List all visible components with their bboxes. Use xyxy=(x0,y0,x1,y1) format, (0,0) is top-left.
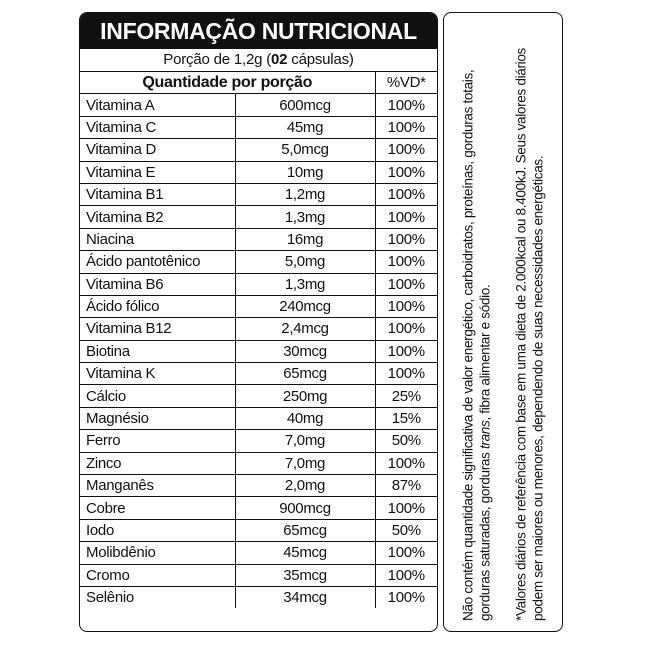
nutrient-name: Ferro xyxy=(80,430,235,452)
nutrient-vd: 100% xyxy=(375,251,437,273)
nutrient-name: Vitamina B6 xyxy=(80,273,235,295)
table-row xyxy=(80,497,437,519)
footnotes-panel xyxy=(443,12,563,632)
nutrient-amount: 2,0mg xyxy=(235,475,375,497)
nutrient-amount: 45mcg xyxy=(235,542,375,564)
nutrient-name: Ácido pantotênico xyxy=(80,251,235,273)
table-row xyxy=(80,407,437,429)
table-row xyxy=(80,161,437,183)
portion-prefix: Porção de 1,2g ( xyxy=(163,51,272,68)
nutrient-amount: 5,0mg xyxy=(235,251,375,273)
table-row xyxy=(80,519,437,541)
nutrient-name: Vitamina D xyxy=(80,139,235,161)
nutrient-amount: 7,0mg xyxy=(235,430,375,452)
nutrient-name: Vitamina K xyxy=(80,363,235,385)
nutrient-name: Selênio xyxy=(80,586,235,608)
footnote-1-italic: trans xyxy=(477,420,493,450)
nutrient-vd: 100% xyxy=(375,497,437,519)
nutrient-name: Vitamina B12 xyxy=(80,318,235,340)
nutrient-amount: 1,3mg xyxy=(235,273,375,295)
table-row xyxy=(80,206,437,228)
nutrient-amount: 10mg xyxy=(235,161,375,183)
nutrient-name: Biotina xyxy=(80,340,235,362)
nutrient-amount: 16mg xyxy=(235,228,375,250)
nutrient-name: Vitamina C xyxy=(80,116,235,138)
panel-title: INFORMAÇÃO NUTRICIONAL xyxy=(80,13,437,49)
table-row xyxy=(80,94,437,116)
table-row xyxy=(80,295,437,317)
nutrient-amount: 240mcg xyxy=(235,295,375,317)
table-row xyxy=(80,430,437,452)
nutrient-name: Vitamina B2 xyxy=(80,206,235,228)
footnote-no-significant xyxy=(460,23,494,621)
footnote-daily-values: *Valores diários de referência com base em uma dieta de 2.000kcal ou 8.400kJ. Seus valores diários podem ser maiores ou menores, dependendo de suas necessidades energéticas. xyxy=(513,48,546,621)
portion-size xyxy=(80,49,437,72)
nutrient-vd: 87% xyxy=(375,475,437,497)
nutrient-amount: 250mg xyxy=(235,385,375,407)
nutrient-amount: 1,2mg xyxy=(235,183,375,205)
nutrient-vd: 100% xyxy=(375,183,437,205)
table-row xyxy=(80,452,437,474)
nutrient-vd: 25% xyxy=(375,385,437,407)
nutrient-table xyxy=(80,72,437,608)
nutrient-vd: 50% xyxy=(375,519,437,541)
nutrient-name: Vitamina B1 xyxy=(80,183,235,205)
rotated-footnotes xyxy=(460,23,547,621)
table-row xyxy=(80,475,437,497)
nutrient-vd: 100% xyxy=(375,363,437,385)
nutrient-name: Cálcio xyxy=(80,385,235,407)
footnote-1-text: Não contém quantidade significativa de valor energético, carboidratos, proteínas, gorduras totais, gorduras saturadas, gorduras xyxy=(460,69,493,621)
table-row xyxy=(80,273,437,295)
nutrient-name: Iodo xyxy=(80,519,235,541)
nutrient-name: Niacina xyxy=(80,228,235,250)
nutrient-amount: 35mcg xyxy=(235,564,375,586)
nutrient-name: Zinco xyxy=(80,452,235,474)
nutrient-vd: 100% xyxy=(375,228,437,250)
nutrient-vd: 100% xyxy=(375,340,437,362)
nutrient-vd: 100% xyxy=(375,161,437,183)
nutrient-name: Magnésio xyxy=(80,407,235,429)
table-row xyxy=(80,542,437,564)
table-row xyxy=(80,183,437,205)
nutrient-vd: 100% xyxy=(375,586,437,608)
nutrient-name: Manganês xyxy=(80,475,235,497)
nutrient-amount: 2,4mcg xyxy=(235,318,375,340)
nutrient-vd: 100% xyxy=(375,206,437,228)
nutrient-vd: 15% xyxy=(375,407,437,429)
nutrient-vd: 100% xyxy=(375,94,437,116)
nutrient-vd: 100% xyxy=(375,564,437,586)
nutrient-amount: 600mcg xyxy=(235,94,375,116)
nutrient-amount: 40mg xyxy=(235,407,375,429)
nutrient-vd: 100% xyxy=(375,273,437,295)
nutrient-name: Cromo xyxy=(80,564,235,586)
nutrient-vd: 100% xyxy=(375,295,437,317)
table-header-row xyxy=(80,72,437,94)
table-row xyxy=(80,318,437,340)
nutrient-vd: 100% xyxy=(375,452,437,474)
nutrition-facts-panel xyxy=(79,12,438,632)
nutrient-amount: 34mcg xyxy=(235,586,375,608)
table-row xyxy=(80,251,437,273)
nutrient-vd: 100% xyxy=(375,542,437,564)
nutrient-amount: 30mcg xyxy=(235,340,375,362)
nutrient-name: Vitamina A xyxy=(80,94,235,116)
table-row xyxy=(80,228,437,250)
portion-suffix: cápsulas) xyxy=(287,51,354,68)
nutrient-name: Cobre xyxy=(80,497,235,519)
nutrient-name: Ácido fólico xyxy=(80,295,235,317)
footnote-1-end: , fibra alimentar e sódio. xyxy=(477,284,493,421)
table-row xyxy=(80,116,437,138)
table-row xyxy=(80,586,437,608)
table-row xyxy=(80,385,437,407)
nutrient-amount: 65mcg xyxy=(235,363,375,385)
nutrient-vd: 100% xyxy=(375,116,437,138)
quantity-header: Quantidade por porção xyxy=(80,72,375,94)
nutrient-amount: 900mcg xyxy=(235,497,375,519)
nutrient-rows xyxy=(80,94,437,608)
nutrient-amount: 1,3mg xyxy=(235,206,375,228)
nutrient-amount: 5,0mcg xyxy=(235,139,375,161)
nutrient-vd: 100% xyxy=(375,318,437,340)
nutrient-name: Molibdênio xyxy=(80,542,235,564)
nutrient-vd: 50% xyxy=(375,430,437,452)
vd-header: %VD* xyxy=(375,72,437,94)
table-row xyxy=(80,139,437,161)
table-row xyxy=(80,564,437,586)
nutrient-amount: 65mcg xyxy=(235,519,375,541)
nutrient-amount: 45mg xyxy=(235,116,375,138)
table-row xyxy=(80,363,437,385)
nutrient-amount: 7,0mg xyxy=(235,452,375,474)
table-row xyxy=(80,340,437,362)
nutrient-vd: 100% xyxy=(375,139,437,161)
nutrient-name: Vitamina E xyxy=(80,161,235,183)
portion-count: 02 xyxy=(271,51,288,68)
